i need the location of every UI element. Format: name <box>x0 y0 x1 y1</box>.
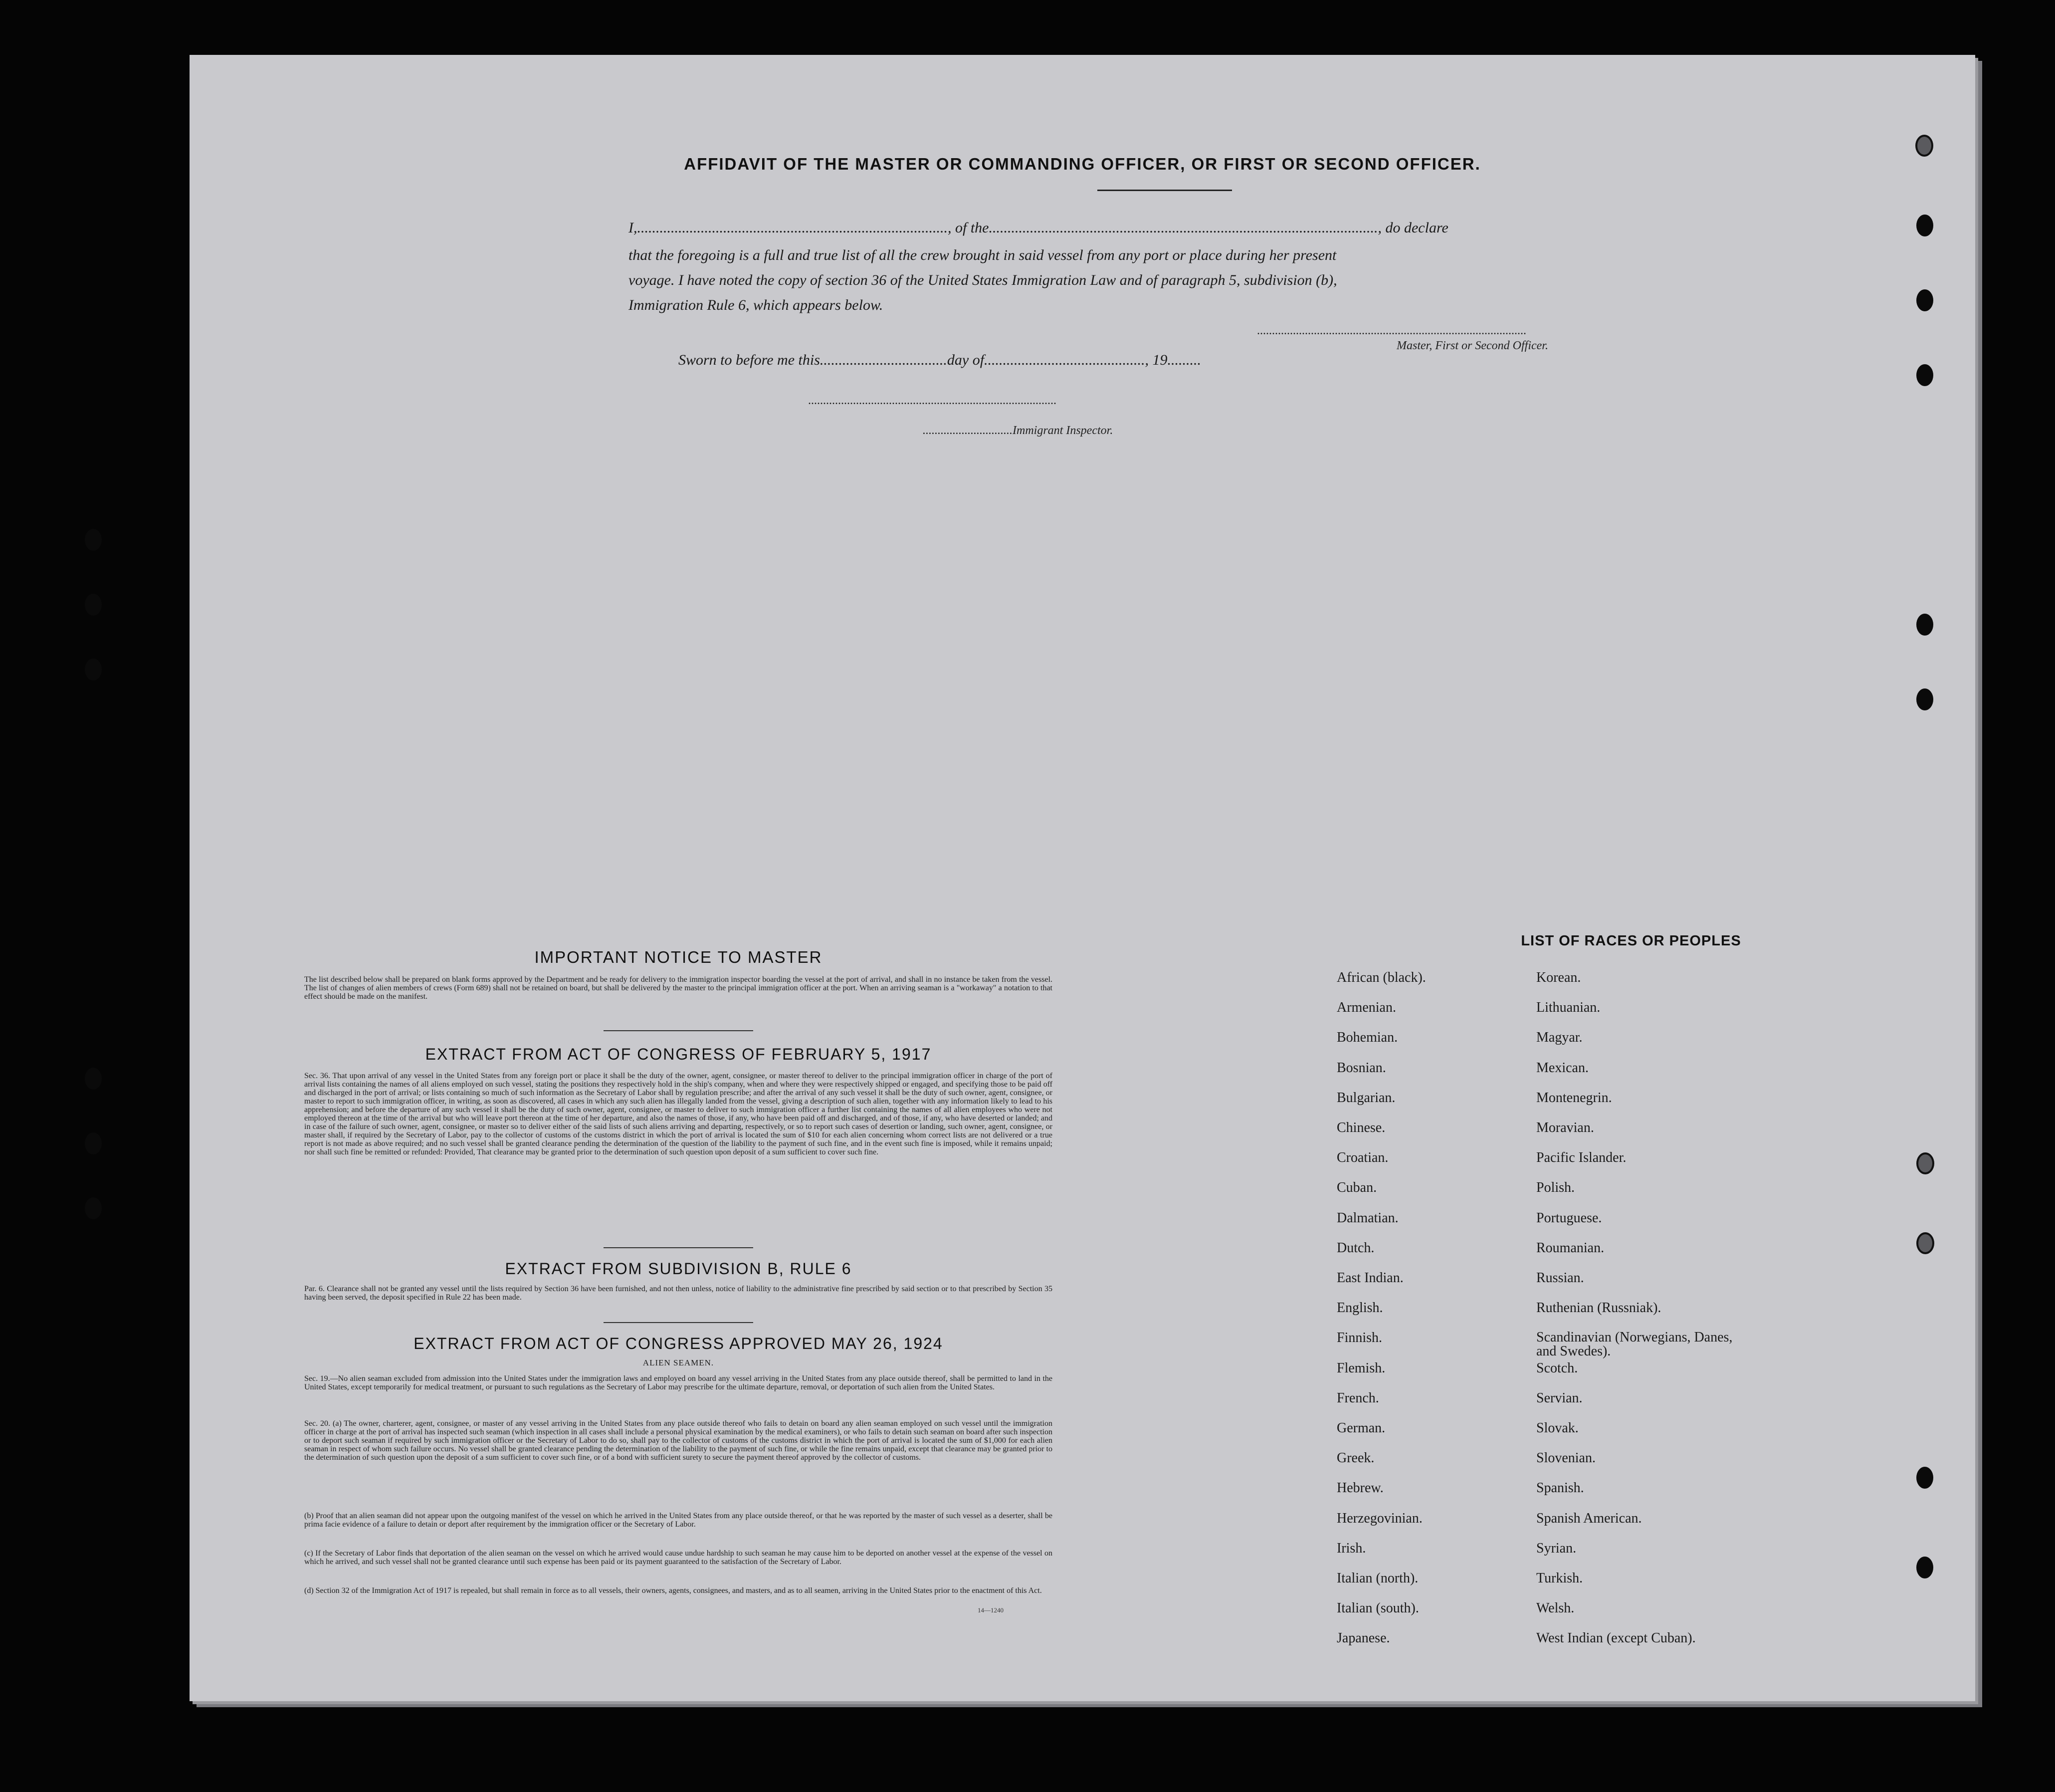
race-item: German. <box>1337 1420 1386 1436</box>
title-rule <box>1097 190 1232 191</box>
race-item: Pacific Islander. <box>1536 1150 1627 1166</box>
binder-hole <box>1916 1232 1934 1254</box>
form-number: 14—1240 <box>978 1606 1004 1614</box>
race-item: Chinese. <box>1337 1120 1386 1135</box>
section-rule <box>604 1247 753 1248</box>
race-item: Cuban. <box>1337 1180 1377 1196</box>
race-item: West Indian (except Cuban). <box>1536 1630 1696 1646</box>
affidavit-title: AFFIDAVIT OF THE MASTER OR COMMANDING OFFICER, OR FIRST OR SECOND OFFICER. <box>684 155 1481 173</box>
race-item: Russian. <box>1536 1270 1584 1286</box>
race-item: Magyar. <box>1536 1030 1583 1046</box>
race-item: Syrian. <box>1536 1540 1577 1556</box>
inspector-caption: ..............................Immigrant Inspector. <box>923 424 1113 437</box>
race-item: Herzegovinian. <box>1337 1510 1423 1526</box>
race-item: Slovak. <box>1536 1420 1579 1436</box>
race-item: Montenegrin. <box>1536 1090 1612 1106</box>
race-item: Bosnian. <box>1337 1060 1386 1076</box>
binder-hole <box>1916 1152 1934 1174</box>
sec20c-text: (c) If the Secretary of Labor finds that deportation of the alien seaman on the vessel on which he arrived would cause undue hardship to such seaman he may cause him to be deported on another vessel at the expense of the vessel on which he arrived, and such vessel shall not be granted clearance until such expense has been paid or its payment guaranteed to the satisfaction of the Secretary of Labor. <box>304 1549 1052 1566</box>
race-item: Spanish. <box>1536 1480 1584 1496</box>
signature-line: .......................................................................................... <box>1257 324 1526 337</box>
race-item: Scotch. <box>1536 1360 1578 1376</box>
sworn-line: Sworn to before me this..................................day of..........................................., 19......... <box>678 352 1202 368</box>
race-item: Japanese. <box>1337 1630 1390 1646</box>
binder-hole <box>1916 215 1933 236</box>
sec19-text: Sec. 19.—No alien seaman excluded from admission into the United States under the immigration laws and employed on board any vessel arriving in the United States from any place outside thereof, shall be permitted to land in the United States, except temporarily for medical treatment, or pursuant to such regulations as the Secretary of Labor may prescribe for the ultimate departure, removal, or deportation of such alien from the United States. <box>304 1374 1052 1391</box>
race-item: Moravian. <box>1536 1120 1594 1135</box>
race-item: Mexican. <box>1536 1060 1589 1076</box>
sec20d-text: (d) Section 32 of the Immigration Act of 1917 is repealed, but shall remain in force as to all vessels, their owners, agents, consignees, and masters, and as to all seamen, arriving in the United States prior to the enactment of this Act. <box>304 1586 1042 1595</box>
extract-1924-title: EXTRACT FROM ACT OF CONGRESS APPROVED MAY 26, 1924 <box>413 1335 943 1352</box>
affidavit-text-line: that the foregoing is a full and true list of all the crew brought in said vessel from any port or place during her present <box>628 247 1337 263</box>
race-item: Dalmatian. <box>1337 1210 1399 1226</box>
race-item: Scandinavian (Norwegians, Danes, and Swedes). <box>1536 1330 1733 1359</box>
race-item: Italian (north). <box>1337 1570 1419 1586</box>
race-item: African (black). <box>1337 970 1426 985</box>
affidavit-text-line: voyage. I have noted the copy of section 36 of the United States Immigration Law and of paragraph 5, subdivision (b), <box>628 272 1337 288</box>
race-item: Dutch. <box>1337 1240 1375 1256</box>
binder-hole <box>85 1132 102 1154</box>
sec20a-text: Sec. 20. (a) The owner, charterer, agent, consignee, or master of any vessel arriving in the United States from any place outside thereof who fails to detain on board any alien seaman employed on such vessel until the immigration officer in charge at the port of arrival has inspected such seaman (which inspection in all cases shall include a personal physical examination by the medical examiners), or who fails to detain such seaman on board after such inspection or to deport such seaman if required by such immigration officer or the Secretary of Labor to do so, shall pay to the collector of customs of the customs district in which the port of arrival is located the sum of $1,000 for each alien seaman in respect of whom such failure occurs. No vessel shall be granted clearance pending the determination of the liability to the payment of such fine, or while the fine remains unpaid, except that clearance may be granted prior to the determination of such question upon the deposit of a sum sufficient to cover such fine, or of a bond with sufficient surety to secure the payment thereof approved by the collector of customs. <box>304 1419 1052 1462</box>
notice-title: IMPORTANT NOTICE TO MASTER <box>534 948 822 966</box>
binder-hole <box>85 659 102 680</box>
binder-hole <box>1916 614 1933 636</box>
document-page <box>190 55 1975 1701</box>
binder-hole <box>85 594 102 616</box>
section-rule <box>604 1030 753 1031</box>
binder-hole <box>1916 1467 1933 1489</box>
race-item: Servian. <box>1536 1390 1583 1406</box>
binder-hole <box>1916 364 1933 386</box>
race-item: Ruthenian (Russniak). <box>1536 1300 1661 1316</box>
affidavit-text-line: Immigration Rule 6, which appears below. <box>628 297 883 313</box>
race-item: French. <box>1337 1390 1379 1406</box>
binder-hole <box>85 1068 102 1090</box>
race-item: Armenian. <box>1337 1000 1396 1016</box>
race-item: Polish. <box>1536 1180 1575 1196</box>
race-item: Roumanian. <box>1536 1240 1605 1256</box>
binder-hole <box>85 1197 102 1219</box>
race-item: Irish. <box>1337 1540 1366 1556</box>
sec20b-text: (b) Proof that an alien seaman did not appear upon the outgoing manifest of the vessel on which he arrived in the United States from any place outside thereof, or that he was reported by the master of such vessel as a deserter, shall be prima facie evidence of a failure to detain or deport after requirement by the immigration officer or the Secretary of Labor. <box>304 1512 1052 1529</box>
inspector-signature-line: ................................................................................... <box>808 394 1056 407</box>
notice-body: The list described below shall be prepared on blank forms approved by the Department and be ready for delivery to the immigration inspector boarding the vessel at the port of arrival, and shall in no instance be taken from the vessel. The list of changes of alien members of crews (Form 689) shall not be retained on board, but shall be delivered by the master to the principal immigration officer at the port. When an arriving seaman is a "workaway" a notation to that effect should be made on the manifest. <box>304 975 1052 1001</box>
race-item: Italian (south). <box>1337 1600 1419 1616</box>
binder-hole <box>1916 688 1933 710</box>
race-item: Flemish. <box>1337 1360 1386 1376</box>
extract-1917-body: Sec. 36. That upon arrival of any vessel in the United States from any foreign port or place it shall be the duty of the owner, agent, consignee, or master thereof to deliver to the principal immigration officer in charge of the port of arrival lists containing the names of all aliens employed on such vessel, stating the positions they respectively hold in the ship's company, when and where they were respectively shipped or engaged, and specifying those to be paid off and discharged in the port of arrival; or lists containing so much of such information as the Secretary of Labor shall by regulation prescribe; and after the arrival of any such vessel it shall be the duty of such owner, agent, consignee, or master to report to such immigration officer, in writing, as soon as discovered, all cases in which any such alien has illegally landed from the vessel, giving a description of such alien, together with any information likely to lead to his apprehension; and before the departure of any such vessel it shall be the duty of such owner, agent, consignee, or master to deliver to such immigration officer a further list containing the names of all alien employees who were not employed thereon at the time of the arrival but who will leave port thereon at the time of her departure, and also the names of those, if any, who have been paid off and discharged, and of those, if any, who have deserted or landed; and in case of the failure of such owner, agent, consignee, or master so to deliver either of the said lists of such aliens arriving and departing, respectively, or so to report such cases of desertion or landing, such owner, agent, consignee, or master shall, if required by the Secretary of Labor, pay to the collector of customs of the customs district in which the port of arrival is located the sum of $10 for each alien concerning whom correct lists are not delivered or a true report is not made as above required; and no such vessel shall be granted clearance pending the determination of the question of the liability to the payment of such fine, and in the event such fine is imposed, while it remains unpaid; nor shall such fine be remitted or refunded: Provided, That clearance may be granted prior to the determination of such question upon deposit of a sum sufficient to cover such fine. <box>304 1072 1052 1156</box>
binder-hole <box>85 529 102 551</box>
affidavit-declaration-line: I,..................................................................................., of the........................................................................................................, do declare <box>628 220 1448 236</box>
extract-rule6-title: EXTRACT FROM SUBDIVISION B, RULE 6 <box>505 1260 852 1278</box>
binder-hole <box>1915 135 1933 157</box>
race-item: Lithuanian. <box>1536 1000 1601 1016</box>
race-item: Bohemian. <box>1337 1030 1398 1046</box>
extract-rule6-body: Par. 6. Clearance shall not be granted any vessel until the lists required by Section 36 have been furnished, and not then unless, notice of liability to the administrative fine prescribed by said section or to that prescribed by Section 35 having been served, the deposit specified in Rule 22 has been made. <box>304 1285 1052 1302</box>
race-item: Portuguese. <box>1536 1210 1602 1226</box>
race-item: English. <box>1337 1300 1383 1316</box>
race-item: Korean. <box>1536 970 1581 985</box>
signature-caption: Master, First or Second Officer. <box>1397 339 1548 352</box>
binder-hole <box>1916 289 1933 311</box>
race-item: Croatian. <box>1337 1150 1389 1166</box>
race-item: Turkish. <box>1536 1570 1583 1586</box>
extract-1917-title: EXTRACT FROM ACT OF CONGRESS OF FEBRUARY 5, 1917 <box>425 1045 932 1063</box>
race-item: East Indian. <box>1337 1270 1404 1286</box>
race-item: Spanish American. <box>1536 1510 1642 1526</box>
races-title: LIST OF RACES OR PEOPLES <box>1521 933 1741 949</box>
race-item: Welsh. <box>1536 1600 1575 1616</box>
race-item: Greek. <box>1337 1450 1375 1466</box>
binder-hole <box>1916 1557 1933 1578</box>
section-rule <box>604 1322 753 1323</box>
alien-seamen-subtitle: ALIEN SEAMEN. <box>642 1358 714 1367</box>
race-item: Hebrew. <box>1337 1480 1384 1496</box>
race-item: Bulgarian. <box>1337 1090 1396 1106</box>
race-item: Slovenian. <box>1536 1450 1596 1466</box>
race-item: Finnish. <box>1337 1330 1383 1346</box>
